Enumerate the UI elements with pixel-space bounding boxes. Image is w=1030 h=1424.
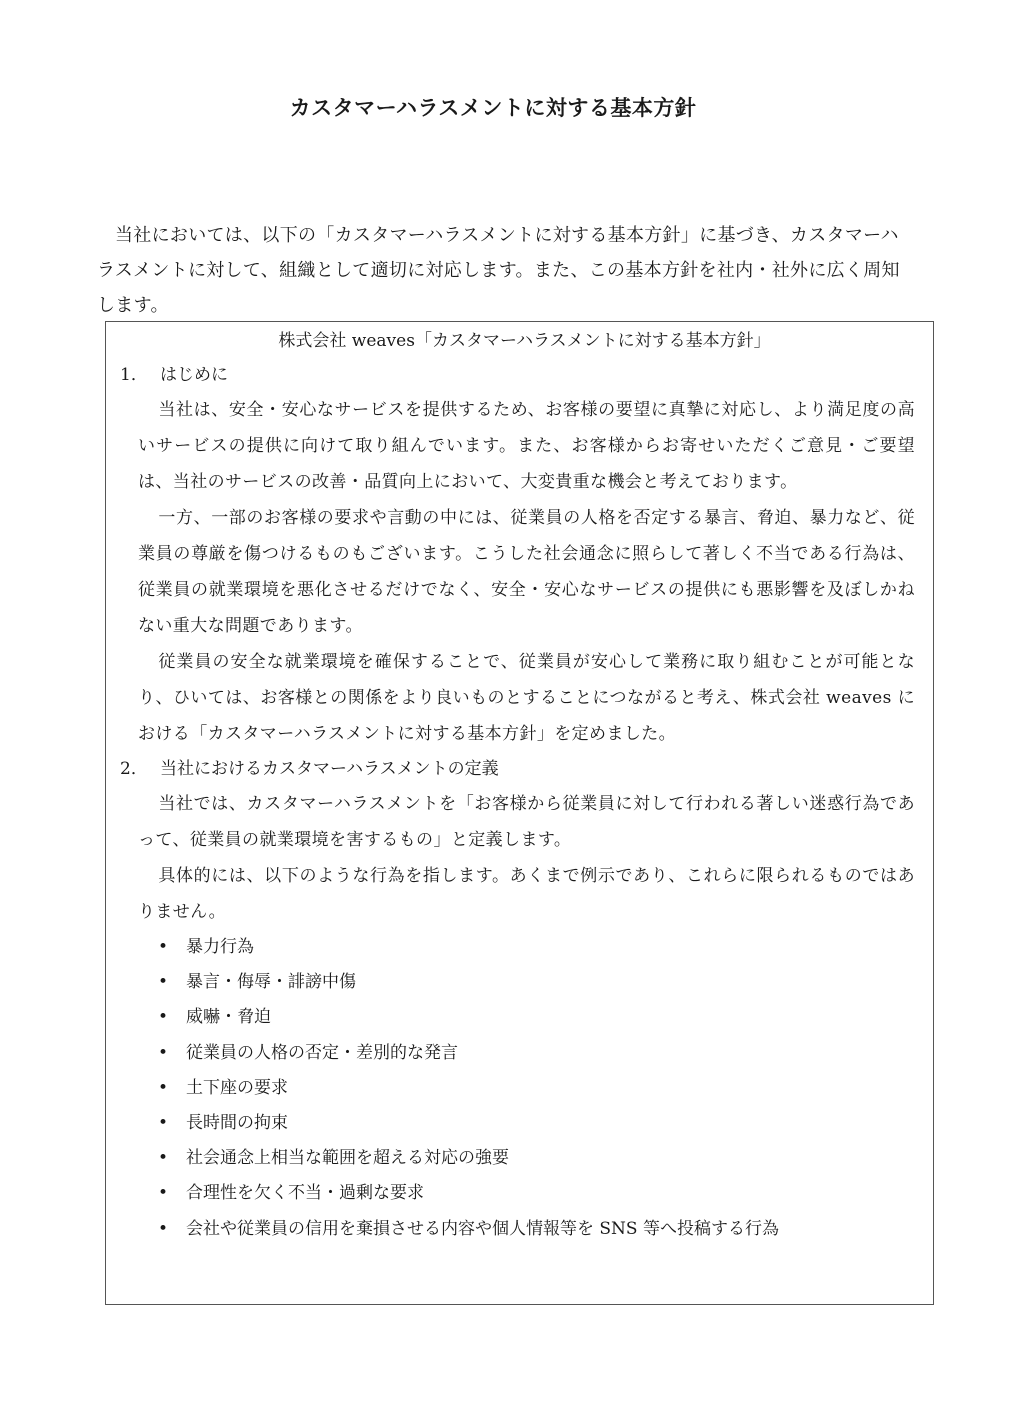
list-item-text: 従業員の人格の否定・差別的な発言 [186,1042,458,1063]
bullet-icon: • [158,1007,169,1028]
policy-box [105,321,934,1305]
paragraph: 一方、一部のお客様の要求や言動の中には、従業員の人格を否定する暴言、脅迫、暴力など、従業員の尊厳を傷つけるものもございます。こうした社会通念に照らして著しく不当である行為は、従業員の就業環境を悪化させるだけでなく、安全・安心なサービスの提供にも悪影響を及ぼしかねない重大な問題であります。 [138,508,915,636]
list-item [158,1036,933,1071]
document-title: カスタマーハラスメントに対する基本方針 [289,96,697,120]
section-number: 1． [120,365,148,385]
section-heading-text: はじめに [160,365,228,385]
section-1 [106,358,933,752]
bullet-icon: • [158,937,169,957]
policy-box-title: 株式会社 weaves「カスタマーハラスメントに対する基本方針」 [278,331,771,351]
bullet-icon: • [158,1218,169,1239]
section-2 [106,752,933,1247]
list-item [158,1212,933,1247]
list-item [158,1141,933,1176]
paragraph: 当社は、安全・安心なサービスを提供するため、お客様の要望に真摯に対応し、より満足度の高いサービスの提供に向けて取り組んでいます。また、お客様からお寄せいただくご意見・ご要望は、当社のサービスの改善・品質向上において、大変貴重な機会と考えております。 [138,400,915,492]
list-item-text: 暴力行為 [186,937,254,957]
bullet-icon: • [158,1113,169,1134]
section-heading [106,358,933,392]
list-item-text: 長時間の拘束 [186,1113,288,1134]
list-item [158,1000,933,1035]
list-item [158,1071,933,1106]
paragraph: 従業員の安全な就業環境を確保することで、従業員が安心して業務に取り組むことが可能となり、ひいては、お客様との関係をより良いものとすることにつながると考え、株式会社 weaves における「カスタマーハラスメントに対する基本方針」を定めました。 [138,652,915,744]
list-item [158,1176,933,1211]
list-item-text: 合理性を欠く不当・過剰な要求 [186,1183,424,1204]
bullet-icon: • [158,1042,169,1063]
list-item-text: 社会通念上相当な範囲を超える対応の強要 [186,1148,509,1169]
list-item-text: 威嚇・脅迫 [186,1007,271,1028]
intro-paragraph: 当社においては、以下の「カスタマーハラスメントに対する基本方針」に基づき、カスタマーハラスメントに対して、組織として適切に対応します。また、この基本方針を社内・社外に広く周知します。 [97,225,900,316]
list-item-text: 暴言・侮辱・誹謗中傷 [186,972,356,993]
intro-block [97,218,905,323]
list-item [158,930,933,965]
list-item [158,1106,933,1141]
section-heading [106,752,933,786]
bullet-list [106,930,933,1247]
bullet-icon: • [158,1183,169,1204]
bullet-icon: • [158,1148,169,1169]
section-heading-text: 当社におけるカスタマーハラスメントの定義 [160,759,499,779]
bullet-icon: • [158,1077,169,1098]
paragraph: 具体的には、以下のような行為を指します。あくまで例示であり、これらに限られるものではありません。 [138,866,915,922]
list-item [158,965,933,1000]
bullet-icon: • [158,972,169,993]
section-number: 2． [120,759,148,779]
paragraph: 当社では、カスタマーハラスメントを「お客様から従業員に対して行われる著しい迷惑行為であって、従業員の就業環境を害するもの」と定義します。 [138,794,915,850]
list-item-text: 会社や従業員の信用を棄損させる内容や個人情報等を SNS 等へ投稿する行為 [186,1218,779,1239]
list-item-text: 土下座の要求 [186,1077,288,1098]
